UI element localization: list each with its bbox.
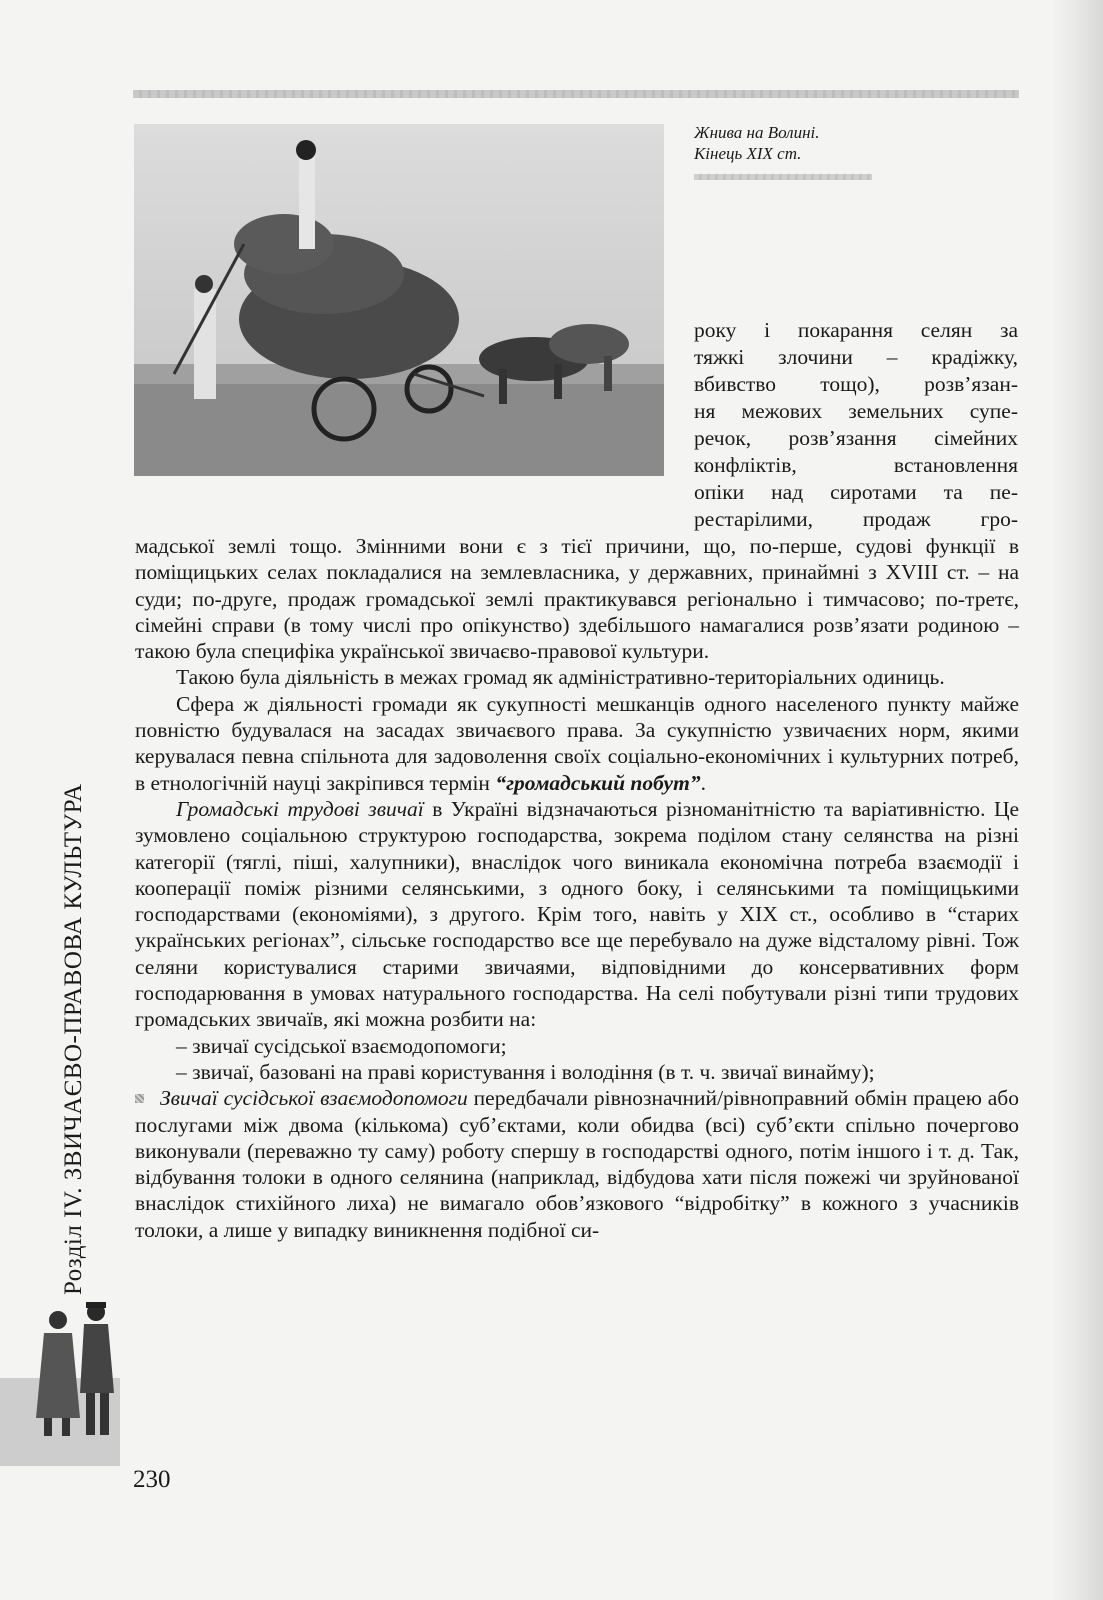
wrap-line: тяжкі злочини – крадіжку, <box>694 345 1018 369</box>
list-item: – звичаї сусідської взаємодопомоги; <box>176 1033 507 1058</box>
paragraph-3 <box>135 691 1019 796</box>
section-running-title: Розділ IV. ЗВИЧАЄВО-ПРАВОВА КУЛЬТУРА <box>60 783 87 1295</box>
paragraph-4-text: в Україні відзначаються різноманітністю та варіативністю. Це зумовлено соціальною структурою господарства, зокрема поділом стану селянства на різні категорії (тяглі, піші, халупники), внаслідок чого виникала економічна потреба взаємодії і кооперації поміж різними селянськими, з одного боку, і селянськими та поміщицькими господарствами (економіями), з другого. Крім того, навіть у XIX ст., особливо в “старих українських регіонах”, сільське господарство все ще перебувало на дуже відсталому рівні. Тож селяни користувалися старими звичаями, відповідними до консервативних форм господарювання в умовах натурального господарства. На селі побутували різні типи трудових громадських звичаїв, які можна розбити на: <box>135 796 1020 1032</box>
list-item: – звичаї, базовані на праві користування і володіння (в т. ч. звичаї винайму); <box>176 1059 875 1084</box>
wrap-line: ня межових земельних супе- <box>694 399 1018 423</box>
wrap-line: року і покарання селян за <box>694 318 1018 342</box>
paragraph-3-end: . <box>700 770 706 795</box>
wrap-line: вбивство тощо), розв’язан- <box>694 372 1018 396</box>
paragraph-1: мадської землі тощо. Змінними вони є з тієї причини, що, по-перше, судові функції в поміщицьких селах покладалися на землевласника, у державних, принаймні з XVIII ст. – на суди; по-друге, продаж громадської землі практикувався регіонально і тимчасово; по-третє, сімейні справи (в тому числі про опікунство) здебільшого намагалися розв’язати родиною – такою була специфіка української звичаєво-правової культури. <box>135 534 1019 664</box>
harvest-photo <box>134 124 664 476</box>
term-hromadskyi-pobut: “громадський побут” <box>495 770 701 795</box>
photo-caption <box>694 122 894 164</box>
folk-couple-icon <box>30 1298 120 1443</box>
wrap-line: рестарілими, продаж гро- <box>694 507 1018 531</box>
page-number: 230 <box>133 1466 171 1493</box>
bullet-square-icon <box>135 1094 144 1103</box>
paragraph-3-text: Сфера ж діяльності громади як сукупності мешканців одного населеного пункту майже повністю будувалася на засадах звичаєвого права. За сукупністю узвичаєних норм, якими керувалася певна спільнота для задоволення своїх соціально-економічних і культурних потреб, в етнологічній науці закріпився термін <box>135 691 1019 795</box>
paragraph-5-text: передбачали рівнозначний/рівноправний обмін працею або послугами між двома (кількома) суб’єктами, коли обидва (всі) суб’єкти спільно почергово виконували (переважно ту саму) роботу спершу в господарстві одного, потім іншого і т. д. Так, відбування толоки в одного селянина (наприклад, відбудова хати після пожежі чи зруйнованої внаслідок стихійного лиха) не вимагало обов’язкового “відробітку” в кожного з учасників толоки, а лише у випадку виникнення подібної си- <box>135 1086 1019 1242</box>
wrap-line: конфліктів, встановлення <box>694 453 1018 477</box>
body-text <box>135 533 1019 1243</box>
wrap-line: опіки над сиротами та пе- <box>694 480 1018 504</box>
paragraph-5 <box>135 1085 1019 1243</box>
wrapped-text-column <box>694 317 1018 533</box>
term-trudovi-zvychai: Громадські трудові звичаї <box>176 796 424 821</box>
caption-line-1: Жнива на Волині. <box>694 123 820 142</box>
page-edge-shadow <box>1053 0 1103 1600</box>
header-rule <box>133 90 1019 98</box>
caption-line-2: Кінець XIX ст. <box>694 144 802 163</box>
paragraph-2: Такою була діяльність в межах громад як адміністративно-територіальних одиниць. <box>176 665 945 690</box>
term-susidska-vzaiemodopomoha: Звичаї сусідської взаємодопомоги <box>160 1086 468 1111</box>
caption-rule <box>694 174 872 180</box>
paragraph-4 <box>135 796 1019 1033</box>
wrap-line: речок, розв’язання сімейних <box>694 426 1018 450</box>
